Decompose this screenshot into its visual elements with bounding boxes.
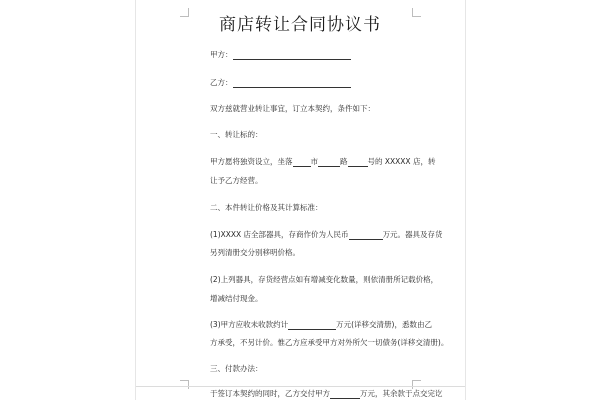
section-1-paragraph-line-1 xyxy=(210,157,435,167)
party-b-line xyxy=(210,78,351,88)
page-right-edge xyxy=(465,0,466,400)
text-run: 万元(详移交清册)，悉数由乙 xyxy=(336,320,432,329)
party-b-label: 乙方： xyxy=(210,78,233,87)
margin-corner-bottom-right xyxy=(412,380,421,389)
text-run: 于签订本契约的同时，乙方交付甲方 xyxy=(210,389,330,398)
margin-corner-bottom-left xyxy=(180,380,189,389)
text-run: 甲方愿将独资设立，坐落 xyxy=(210,157,293,166)
section-3-heading: 三、付款办法： xyxy=(210,364,263,373)
section-1-paragraph-line-2: 让予乙方经营。 xyxy=(210,176,263,185)
intro-paragraph: 双方兹就营业转让事宜，订立本契约，条件如下： xyxy=(210,104,375,113)
page-break-line xyxy=(136,386,465,387)
payment-blank[interactable] xyxy=(330,390,360,399)
text-run: (3)甲方应收未收款约计 xyxy=(210,320,289,329)
text-run: (1)XXXX 店全部器具，存商作价为人民币 xyxy=(210,230,349,239)
receivable-blank[interactable] xyxy=(288,321,336,330)
section-3-paragraph-line-1 xyxy=(210,389,443,399)
document-title: 商店转让合同协议书 xyxy=(219,15,381,35)
text-run: 市 xyxy=(310,157,318,166)
party-a-field[interactable] xyxy=(233,51,351,60)
amount-blank[interactable] xyxy=(349,231,383,240)
city-blank[interactable] xyxy=(293,158,311,167)
section-2-heading: 二、本件转让价格及其计算标准： xyxy=(210,203,323,212)
text-run: 号的 XXXXX 店，转 xyxy=(367,157,436,166)
section-2-item-2-line-2: 增减结付现金。 xyxy=(210,294,263,303)
section-2-item-3-line-2: 方承受，不另计价。惟乙方应承受甲方对外所欠一切债务(详移交清册)。 xyxy=(210,338,449,347)
party-a-line xyxy=(210,50,351,60)
section-2-item-2-line-1: (2)上列器具，存货经营点如有增减变化数量，则依清册所记载价格， xyxy=(210,275,439,284)
road-blank[interactable] xyxy=(318,158,340,167)
text-run: 路 xyxy=(340,157,348,166)
party-a-label: 甲方： xyxy=(210,50,233,59)
page-left-edge xyxy=(135,0,136,400)
number-blank[interactable] xyxy=(348,158,368,167)
section-2-item-1-line-2: 另列清册交分别移明价格。 xyxy=(210,248,300,257)
section-2-item-1-line-1 xyxy=(210,230,443,240)
text-run: 万元，其余款于点交完讫 xyxy=(360,389,443,398)
section-1-heading: 一、转让标的： xyxy=(210,130,263,139)
party-b-field[interactable] xyxy=(233,79,351,88)
text-run: 万元。器具及存货 xyxy=(382,230,443,239)
section-2-item-3-line-1 xyxy=(210,320,432,330)
